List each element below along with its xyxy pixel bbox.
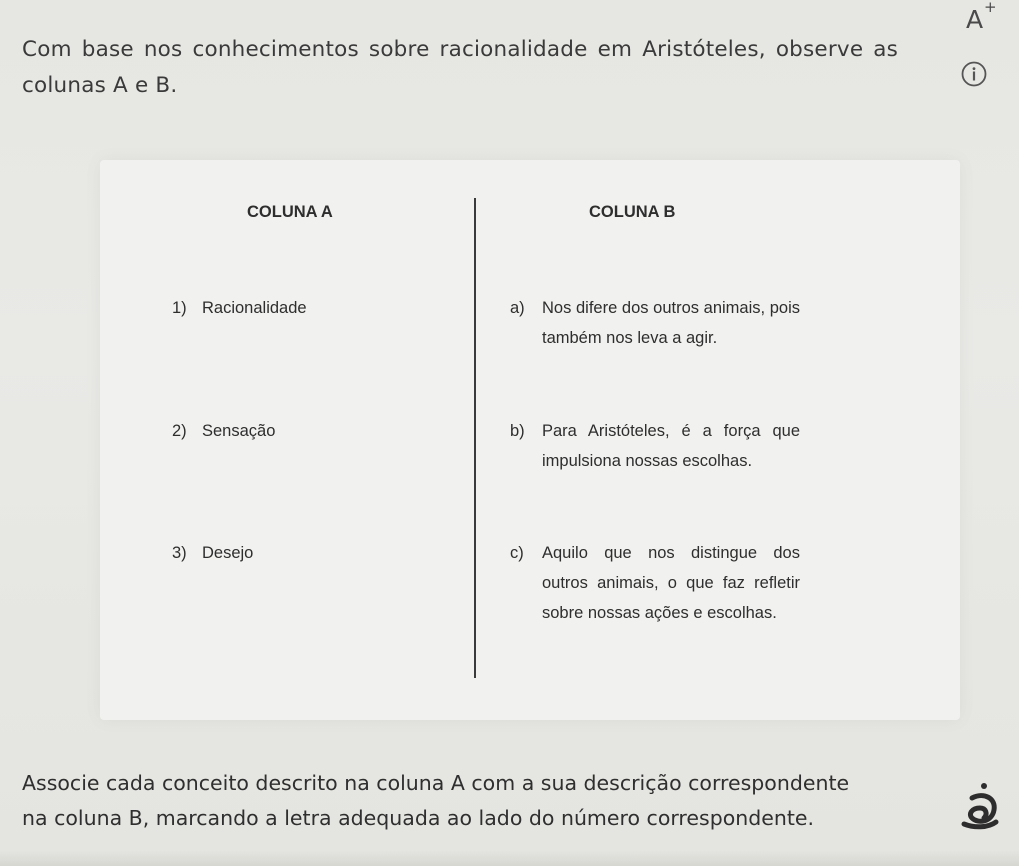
assistant-icon[interactable]: [950, 778, 1010, 838]
item-text: Nos difere dos outros animais, pois também nos leva a agir.: [542, 299, 800, 347]
question-intro: [22, 32, 942, 104]
item-number: 2): [172, 422, 187, 440]
column-a-item: [172, 299, 307, 318]
column-b-item: [510, 293, 800, 353]
font-increase-plus: +: [984, 0, 997, 16]
intro-line-2: colunas A e B.: [22, 73, 178, 98]
item-text: Para Aristóteles, é a força que impulsiona nossas escolhas.: [542, 422, 800, 470]
font-increase-button[interactable]: [962, 2, 996, 36]
item-number: 1): [172, 299, 187, 317]
column-divider: [474, 198, 476, 678]
outro-line-2: na coluna B, marcando a letra adequada ao lado do número correspondente.: [22, 806, 815, 830]
item-text: Sensação: [202, 422, 276, 440]
column-a-item: [172, 422, 275, 441]
bottom-edge-shadow: [0, 850, 1019, 866]
column-b-header: COLUNA B: [589, 203, 676, 221]
column-b-item: [510, 538, 800, 628]
outro-line-1: Associe cada conceito descrito na coluna A com a sua descrição correspondente: [22, 771, 850, 795]
column-b-item: [510, 416, 800, 476]
intro-line-1: Com base nos conhecimentos sobre racionalidade em Aristóteles, observe as: [22, 37, 899, 62]
font-increase-letter: A: [966, 5, 984, 34]
column-a-item: [172, 544, 253, 563]
item-text: Racionalidade: [202, 299, 307, 317]
question-instruction: [22, 766, 942, 836]
item-letter: c): [510, 544, 524, 562]
column-a-header: COLUNA A: [247, 203, 333, 221]
info-icon[interactable]: [960, 60, 988, 88]
item-letter: a): [510, 299, 525, 317]
item-text: Aquilo que nos distingue dos outros animais, o que faz refletir sobre nossas ações e escolhas.: [542, 544, 800, 622]
item-letter: b): [510, 422, 525, 440]
item-number: 3): [172, 544, 187, 562]
item-text: Desejo: [202, 544, 254, 562]
